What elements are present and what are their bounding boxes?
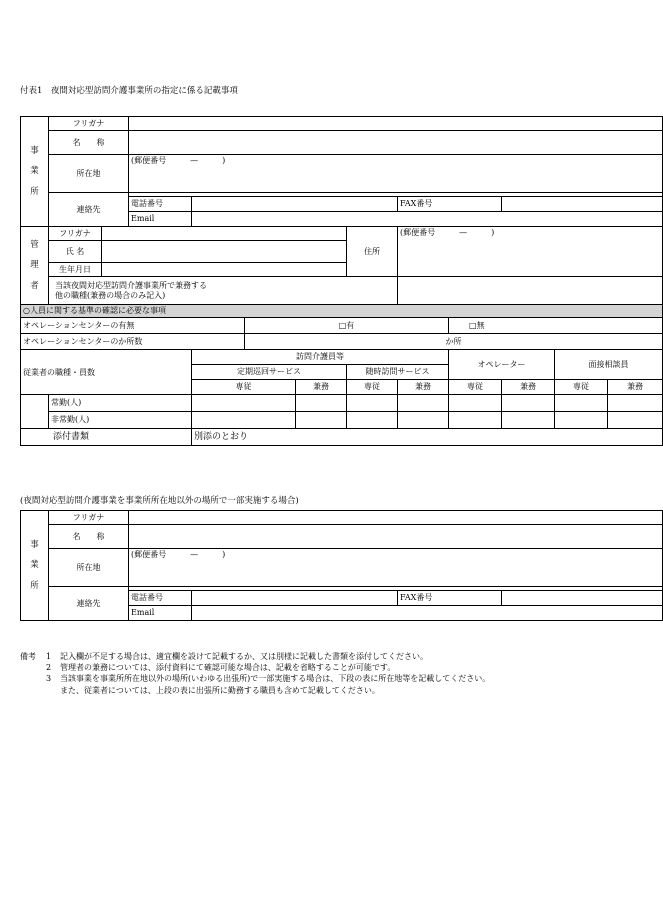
op-center-yes-checkbox[interactable]: □有	[245, 318, 449, 334]
operator-concurrent-header: 兼務	[502, 380, 555, 395]
interviewer-fulltime-header: 専従	[555, 380, 608, 395]
staffing-section-header: ○人員に関する基準の確認に必要な事項	[21, 305, 663, 318]
manager-name-label: 氏 名	[49, 241, 102, 263]
office-phone-field[interactable]	[192, 197, 398, 212]
office-address-label: 所在地	[49, 155, 129, 193]
office-fax-field[interactable]	[502, 197, 663, 212]
regular-interviewer-fulltime[interactable]	[555, 395, 608, 412]
manager-furigana-label: フリガナ	[49, 227, 102, 241]
interviewer-header: 面接相談員	[555, 350, 663, 380]
office-contact-label: 連絡先	[49, 193, 129, 227]
office-name-label: 名 称	[49, 131, 129, 155]
parttime-ondemand-fulltime[interactable]	[347, 412, 398, 429]
regular-patrol-fulltime[interactable]	[192, 395, 296, 412]
count-unit: か所	[445, 336, 462, 346]
patrol-fulltime-header: 専従	[192, 380, 296, 395]
manager-birthdate-field[interactable]	[102, 263, 347, 277]
branch-furigana-label: フリガナ	[49, 511, 129, 525]
ondemand-service-header: 随時訪問サービス	[347, 365, 449, 380]
notes	[20, 651, 490, 696]
regular-interviewer-concurrent[interactable]	[608, 395, 663, 412]
branch-phone-field[interactable]	[192, 591, 398, 606]
branch-name-label: 名 称	[49, 525, 129, 549]
attachments-label: 添付書類	[21, 429, 192, 446]
branch-contact-label: 連絡先	[49, 587, 129, 621]
office-postal-code: (郵便番号 — )	[131, 156, 226, 165]
op-center-count-field[interactable]	[245, 334, 663, 350]
op-center-count-label: オペレーションセンターのか所数	[21, 334, 245, 350]
branch-fax-field[interactable]	[502, 591, 663, 606]
manager-postal-code: (郵便番号 — )	[400, 228, 495, 237]
office-furigana-label: フリガナ	[49, 117, 129, 131]
regular-patrol-concurrent[interactable]	[296, 395, 347, 412]
patrol-concurrent-header: 兼務	[296, 380, 347, 395]
ondemand-concurrent-header: 兼務	[398, 380, 449, 395]
form-title: 付表1 夜間対応型訪問介護事業所の指定に係る記載事項	[20, 86, 238, 96]
manager-furigana-field[interactable]	[102, 227, 347, 241]
office-fax-label: FAX番号	[398, 197, 502, 212]
manager-birthdate-label: 生年月日	[49, 263, 102, 277]
notes-heading: 備考	[20, 652, 36, 661]
interviewer-concurrent-header: 兼務	[608, 380, 663, 395]
manager-address-field[interactable]	[398, 227, 663, 277]
parttime-ondemand-concurrent[interactable]	[398, 412, 449, 429]
office-address-field[interactable]	[129, 155, 663, 193]
branch-address-label: 所在地	[49, 549, 129, 587]
part-time-staff-label: 非常勤(人)	[49, 412, 192, 429]
visiting-caregivers-header: 訪問介護員等	[192, 350, 449, 365]
branch-email-label: Email	[129, 606, 192, 621]
branch-form-table	[20, 510, 663, 621]
office-phone-label: 電話番号	[129, 197, 192, 212]
note-3-text: 当該事業を事業所所在地以外の場所(いわゆる出張所)で一部実施する場合は、下段の表に所在地等を記載してください。	[60, 674, 491, 684]
note-3-text-continued: また、従業者については、上段の表に出張所に勤務する職員も含めて記載してください。	[60, 685, 380, 695]
regular-staff-label: 常勤(人)	[49, 395, 192, 412]
branch-phone-label: 電話番号	[129, 591, 192, 606]
manager-side-label: 管 理 者	[21, 227, 49, 305]
office-furigana-field[interactable]	[129, 117, 663, 131]
parttime-interviewer-concurrent[interactable]	[608, 412, 663, 429]
patrol-service-header: 定期巡回サービス	[192, 365, 347, 380]
branch-postal-code: (郵便番号 — )	[131, 550, 226, 559]
note-1-text: 記入欄が不足する場合は、適宜欄を設けて記載するか、又は別様に記載した書類を添付してください。	[60, 652, 428, 661]
op-center-presence-label: オペレーションセンターの有無	[21, 318, 245, 334]
branch-fax-label: FAX番号	[398, 591, 502, 606]
office-side-label: 事 業 所	[21, 117, 49, 227]
office-email-label: Email	[129, 212, 192, 227]
parttime-operator-concurrent[interactable]	[502, 412, 555, 429]
office-email-field[interactable]	[192, 212, 663, 227]
main-form-table	[20, 116, 663, 446]
branch-address-field[interactable]	[129, 549, 663, 587]
note-number: 3	[46, 674, 52, 684]
branch-email-field[interactable]	[192, 606, 663, 621]
manager-address-label: 住所	[347, 227, 398, 277]
manager-concurrent-label: 当該夜間対応型訪問介護事業所で兼務する 他の職種(兼務の場合のみ記入)	[49, 277, 398, 305]
note-number: 2	[46, 663, 52, 673]
manager-name-field[interactable]	[102, 241, 347, 263]
operator-fulltime-header: 専従	[449, 380, 502, 395]
branch-furigana-field[interactable]	[129, 511, 663, 525]
attachments-value: 別添のとおり	[192, 429, 663, 446]
branch-name-field[interactable]	[129, 525, 663, 549]
manager-concurrent-field[interactable]	[398, 277, 663, 305]
regular-operator-fulltime[interactable]	[449, 395, 502, 412]
branch-side-label: 事 業 所	[21, 511, 49, 621]
note-2-text: 管理者の兼務については、添付資料にて確認可能な場合は、記載を省略することが可能です。	[60, 663, 396, 673]
ondemand-fulltime-header: 専従	[347, 380, 398, 395]
parttime-interviewer-fulltime[interactable]	[555, 412, 608, 429]
office-name-field[interactable]	[129, 131, 663, 155]
op-center-no-checkbox[interactable]: □無	[449, 318, 663, 334]
regular-ondemand-fulltime[interactable]	[347, 395, 398, 412]
regular-operator-concurrent[interactable]	[502, 395, 555, 412]
parttime-patrol-fulltime[interactable]	[192, 412, 296, 429]
note-number: 1	[46, 652, 52, 661]
parttime-operator-fulltime[interactable]	[449, 412, 502, 429]
regular-ondemand-concurrent[interactable]	[398, 395, 449, 412]
branch-section-title: (夜間対応型訪問介護事業を事業所所在地以外の場所で一部実施する場合)	[20, 496, 299, 506]
staff-label: 従業者の職種・員数	[21, 350, 192, 395]
parttime-patrol-concurrent[interactable]	[296, 412, 347, 429]
operator-header: オペレーター	[449, 350, 555, 380]
